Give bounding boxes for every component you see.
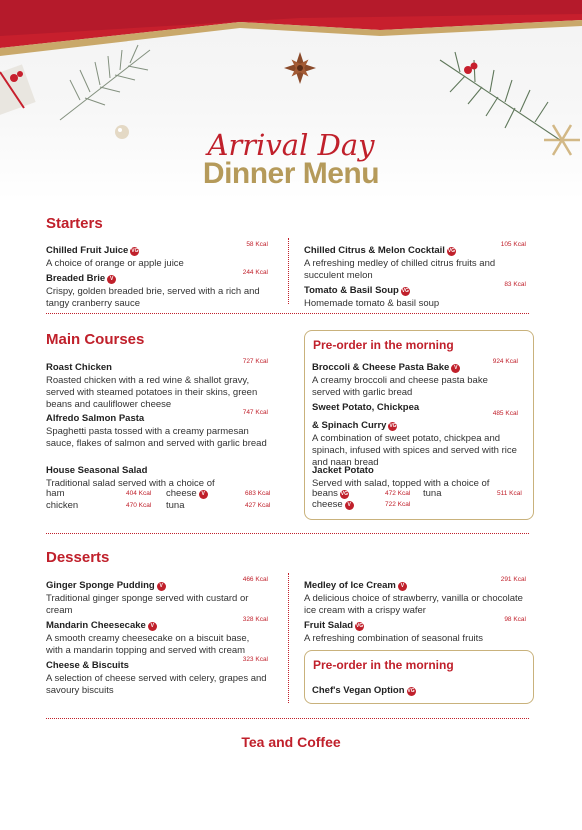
vegan-badge-icon: VG xyxy=(389,423,397,429)
item-name: Chilled Citrus & Melon Cocktail xyxy=(304,245,445,256)
salad-option-kcal: 470 Kcal xyxy=(126,502,152,509)
item-desc: A combination of sweet potato, chickpea and spinach, infused with spices and served with rice and naan bread xyxy=(312,433,517,468)
item-desc: A choice of orange or apple juice xyxy=(46,258,184,269)
item-desc: A selection of cheese served with celery, grapes and savoury biscuits xyxy=(46,673,267,696)
item-name: Roast Chicken xyxy=(46,362,112,373)
potato-option: tuna xyxy=(423,488,442,499)
menu-item xyxy=(312,357,518,399)
item-kcal: 328 Kcal xyxy=(242,616,268,623)
starters-heading: Starters xyxy=(46,215,103,232)
section-divider xyxy=(46,533,529,534)
item-name: Ginger Sponge Pudding xyxy=(46,580,155,591)
menu-item xyxy=(46,408,268,450)
vegan-badge-icon: VG xyxy=(131,248,139,254)
salad-option-kcal: 683 Kcal xyxy=(245,490,271,497)
item-name: Sweet Potato, Chickpea xyxy=(312,402,420,413)
item-desc: Roasted chicken with a red wine & shallot gravy, served with steamed potatoes in their skins, green beans and cauliflower cheese xyxy=(46,375,258,410)
item-desc: Traditional salad served with a choice of xyxy=(46,478,215,489)
item-name: Jacket Potato xyxy=(312,465,374,476)
item-kcal: 58 Kcal xyxy=(246,241,268,248)
item-name: Fruit Salad xyxy=(304,620,354,631)
item-name: Medley of Ice Cream xyxy=(304,580,396,591)
potato-option-kcal: 472 Kcal xyxy=(385,490,411,497)
salad-option: cheese V xyxy=(166,488,208,499)
item-desc: A smooth creamy cheesecake on a biscuit base, with a mandarin topping and served with cream xyxy=(46,633,250,656)
starters-divider xyxy=(288,238,289,304)
item-kcal: 466 Kcal xyxy=(242,576,268,583)
vegetarian-badge-icon: V xyxy=(451,364,460,373)
item-kcal: 244 Kcal xyxy=(242,269,268,276)
vegan-badge-icon: VG xyxy=(355,623,364,629)
item-kcal: 105 Kcal xyxy=(500,241,526,248)
potato-option-kcal: 511 Kcal xyxy=(497,490,522,497)
item-name: Chilled Fruit Juice xyxy=(46,245,129,256)
menu-item xyxy=(304,615,526,645)
vegetarian-badge-icon: V xyxy=(398,582,407,591)
menu-item xyxy=(312,680,518,698)
menu-item xyxy=(46,268,268,310)
salad-option: chicken xyxy=(46,500,79,511)
menu-item xyxy=(46,615,268,657)
item-name: Mandarin Cheesecake xyxy=(46,620,146,631)
menu-item xyxy=(46,240,268,270)
salad-option-kcal: 404 Kcal xyxy=(126,490,152,497)
vegan-badge-icon: VG xyxy=(401,288,409,294)
vegan-badge-icon: VG xyxy=(340,491,348,497)
desserts-divider xyxy=(288,573,289,703)
menu-title-line1: Arrival Day xyxy=(207,128,375,162)
item-desc: A refreshing combination of seasonal fruits xyxy=(304,633,484,644)
item-kcal: 747 Kcal xyxy=(242,409,268,416)
salad-option-kcal: 427 Kcal xyxy=(245,502,271,509)
main-courses-heading: Main Courses xyxy=(46,331,145,348)
item-name: Breaded Brie xyxy=(46,273,106,284)
item-desc: Crispy, golden breaded brie, served with a rich and tangy cranberry sauce xyxy=(46,286,260,309)
item-desc: Traditional ginger sponge served with custard or cream xyxy=(46,593,249,616)
salad-option: tuna xyxy=(166,500,185,511)
item-name-cont: & Spinach Curry xyxy=(312,420,387,431)
menu-item xyxy=(46,655,268,697)
potato-option-kcal: 722 Kcal xyxy=(385,501,411,508)
vegetarian-badge-icon: V xyxy=(148,622,157,631)
vegetarian-badge-icon: V xyxy=(345,501,354,510)
item-kcal: 98 Kcal xyxy=(504,616,526,623)
salad-option: ham xyxy=(46,488,65,499)
menu-item xyxy=(46,357,268,411)
vegan-badge-icon: VG xyxy=(447,248,456,254)
section-divider xyxy=(46,718,529,719)
menu-item xyxy=(304,280,526,310)
item-kcal: 485 Kcal xyxy=(492,410,518,417)
vegetarian-badge-icon: V xyxy=(107,275,116,284)
menu-title-line2: Dinner Menu xyxy=(202,157,380,190)
potato-option: beans VG xyxy=(312,488,348,499)
section-divider xyxy=(46,313,529,314)
menu-item xyxy=(312,460,518,490)
menu-item xyxy=(304,240,526,282)
item-name: House Seasonal Salad xyxy=(46,465,148,476)
vegetarian-badge-icon: V xyxy=(157,582,166,591)
tea-and-coffee-heading: Tea and Coffee xyxy=(241,734,341,750)
item-name: Tomato & Basil Soup xyxy=(304,285,399,296)
item-name: Cheese & Biscuits xyxy=(46,660,129,671)
item-kcal: 291 Kcal xyxy=(500,576,526,583)
item-kcal: 83 Kcal xyxy=(504,281,526,288)
menu-item xyxy=(46,575,268,617)
item-kcal: 924 Kcal xyxy=(492,358,518,365)
item-desc: Homemade tomato & basil soup xyxy=(304,298,440,309)
item-desc: Served with salad, topped with a choice of xyxy=(312,478,490,489)
item-desc: A refreshing medley of chilled citrus fruits and succulent melon xyxy=(304,258,496,281)
item-kcal: 323 Kcal xyxy=(242,656,268,663)
potato-option: cheese V xyxy=(312,499,354,510)
desserts-heading: Desserts xyxy=(46,549,110,566)
menu-item xyxy=(46,460,268,490)
item-kcal: 727 Kcal xyxy=(242,358,268,365)
item-desc: Spaghetti pasta tossed with a creamy parmesan sauce, flakes of salmon and served with garlic bread xyxy=(46,426,267,449)
item-desc: A creamy broccoli and cheese pasta bake served with garlic bread xyxy=(312,375,488,398)
vegan-badge-icon: VG xyxy=(407,688,415,694)
menu-item xyxy=(304,575,526,617)
vegetarian-badge-icon: V xyxy=(199,490,208,499)
menu-item xyxy=(312,397,518,469)
item-name: Alfredo Salmon Pasta xyxy=(46,413,145,424)
preorder-heading: Pre-order in the morning xyxy=(313,658,454,672)
preorder-heading: Pre-order in the morning xyxy=(313,338,454,352)
item-name: Chef's Vegan Option xyxy=(312,685,405,696)
item-name: Broccoli & Cheese Pasta Bake xyxy=(312,362,450,373)
item-desc: A delicious choice of strawberry, vanilla or chocolate ice cream with a crispy wafer xyxy=(304,593,523,616)
